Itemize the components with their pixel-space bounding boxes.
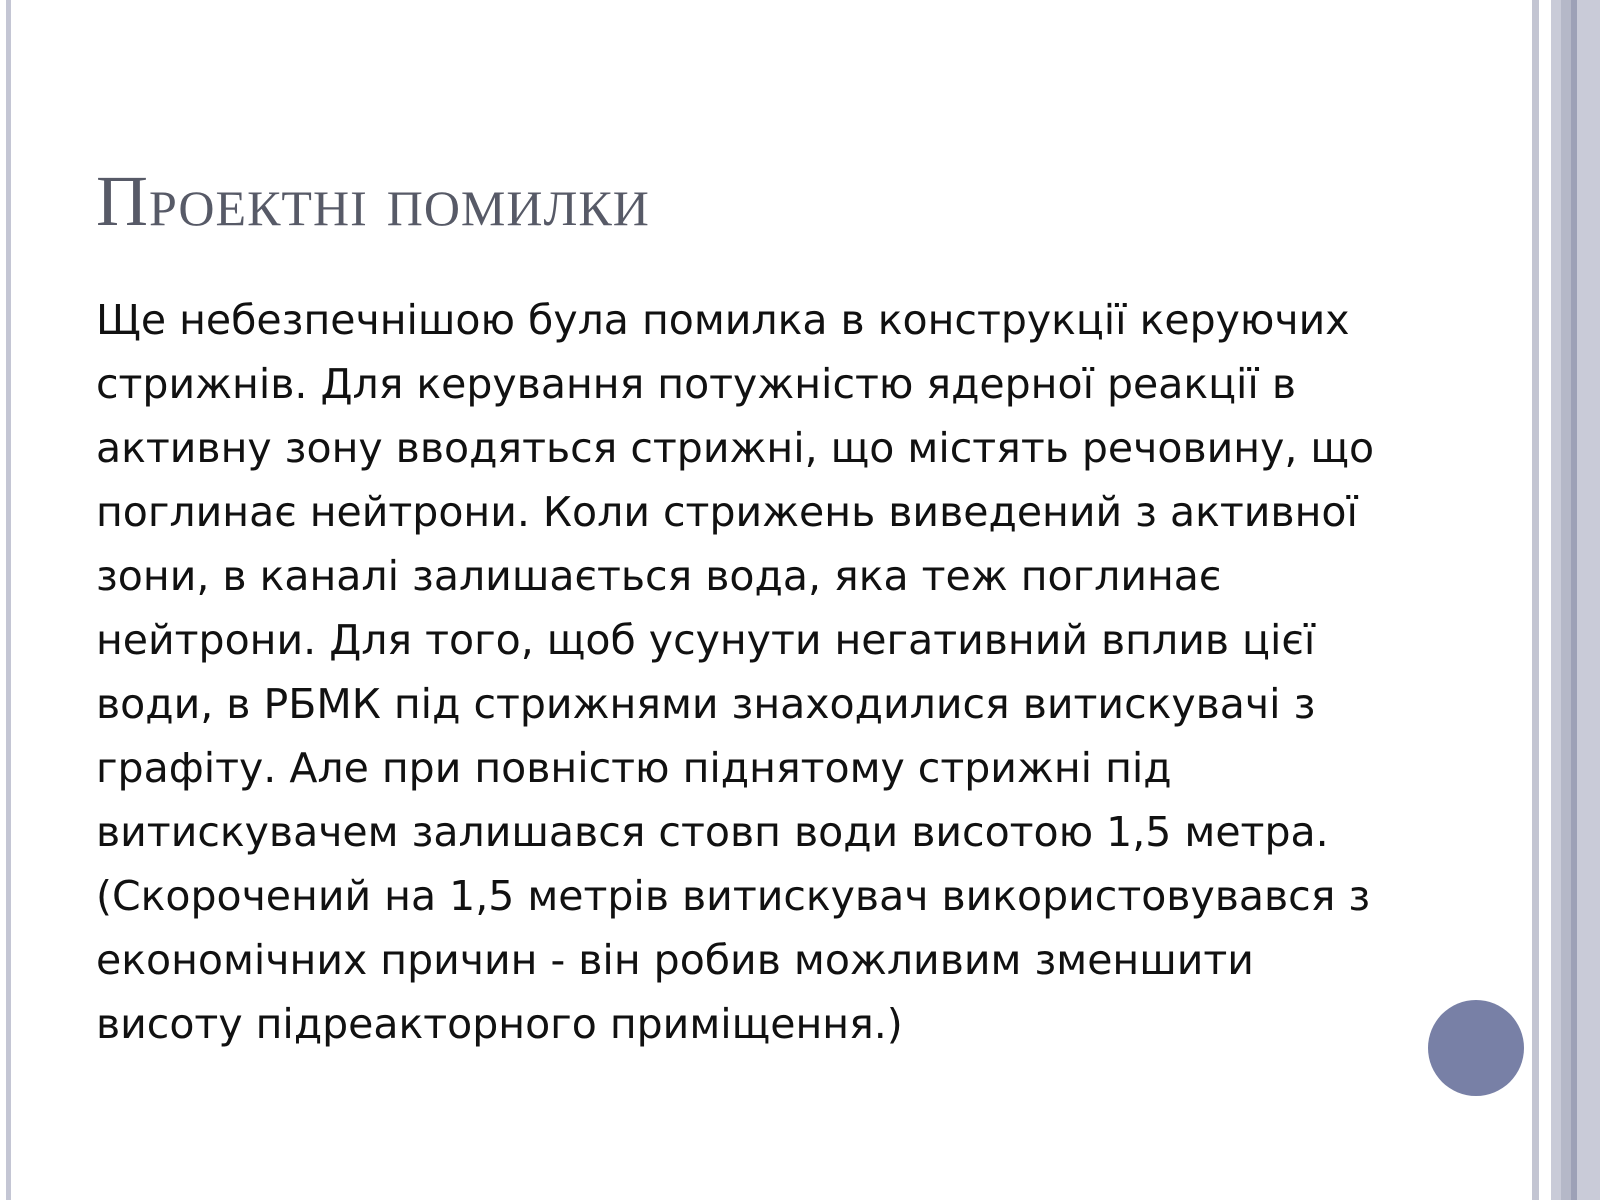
left-border-line (6, 0, 11, 1200)
decorative-circle (1428, 1000, 1524, 1096)
body-line: нейтрони. Для того, щоб усунути негативний вплив цієї (96, 616, 1316, 664)
stripe (1577, 0, 1600, 1200)
slide-body-text (96, 288, 1426, 1056)
stripe (1532, 0, 1539, 1200)
body-line: води, в РБМК під стрижнями знаходилися витискувачі з (96, 680, 1316, 728)
body-line: економічних причин - він робив можливим зменшити (96, 936, 1254, 984)
body-line: висоту підреакторного приміщення.) (96, 1000, 903, 1048)
stripe (1561, 0, 1571, 1200)
stripe-gap (1539, 0, 1551, 1200)
body-line: зони, в каналі залишається вода, яка теж поглинає (96, 552, 1222, 600)
body-line: стрижнів. Для керування потужністю ядерної реакції в (96, 360, 1297, 408)
right-decorative-stripes (1532, 0, 1600, 1200)
body-line: графіту. Але при повністю піднятому стрижні під (96, 744, 1172, 792)
body-line: активну зону вводяться стрижні, що містять речовину, що (96, 424, 1375, 472)
body-line: (Скорочений на 1,5 метрів витискувач використовувався з (96, 872, 1371, 920)
slide-title: Проектні помилки (96, 161, 650, 241)
body-line: поглинає нейтрони. Коли стрижень виведений з активної (96, 488, 1358, 536)
body-line: Ще небезпечнішою була помилка в конструкції керуючих (96, 296, 1350, 344)
body-line: витискувачем залишався стовп води висотою 1,5 метра. (96, 808, 1329, 856)
stripe (1551, 0, 1561, 1200)
